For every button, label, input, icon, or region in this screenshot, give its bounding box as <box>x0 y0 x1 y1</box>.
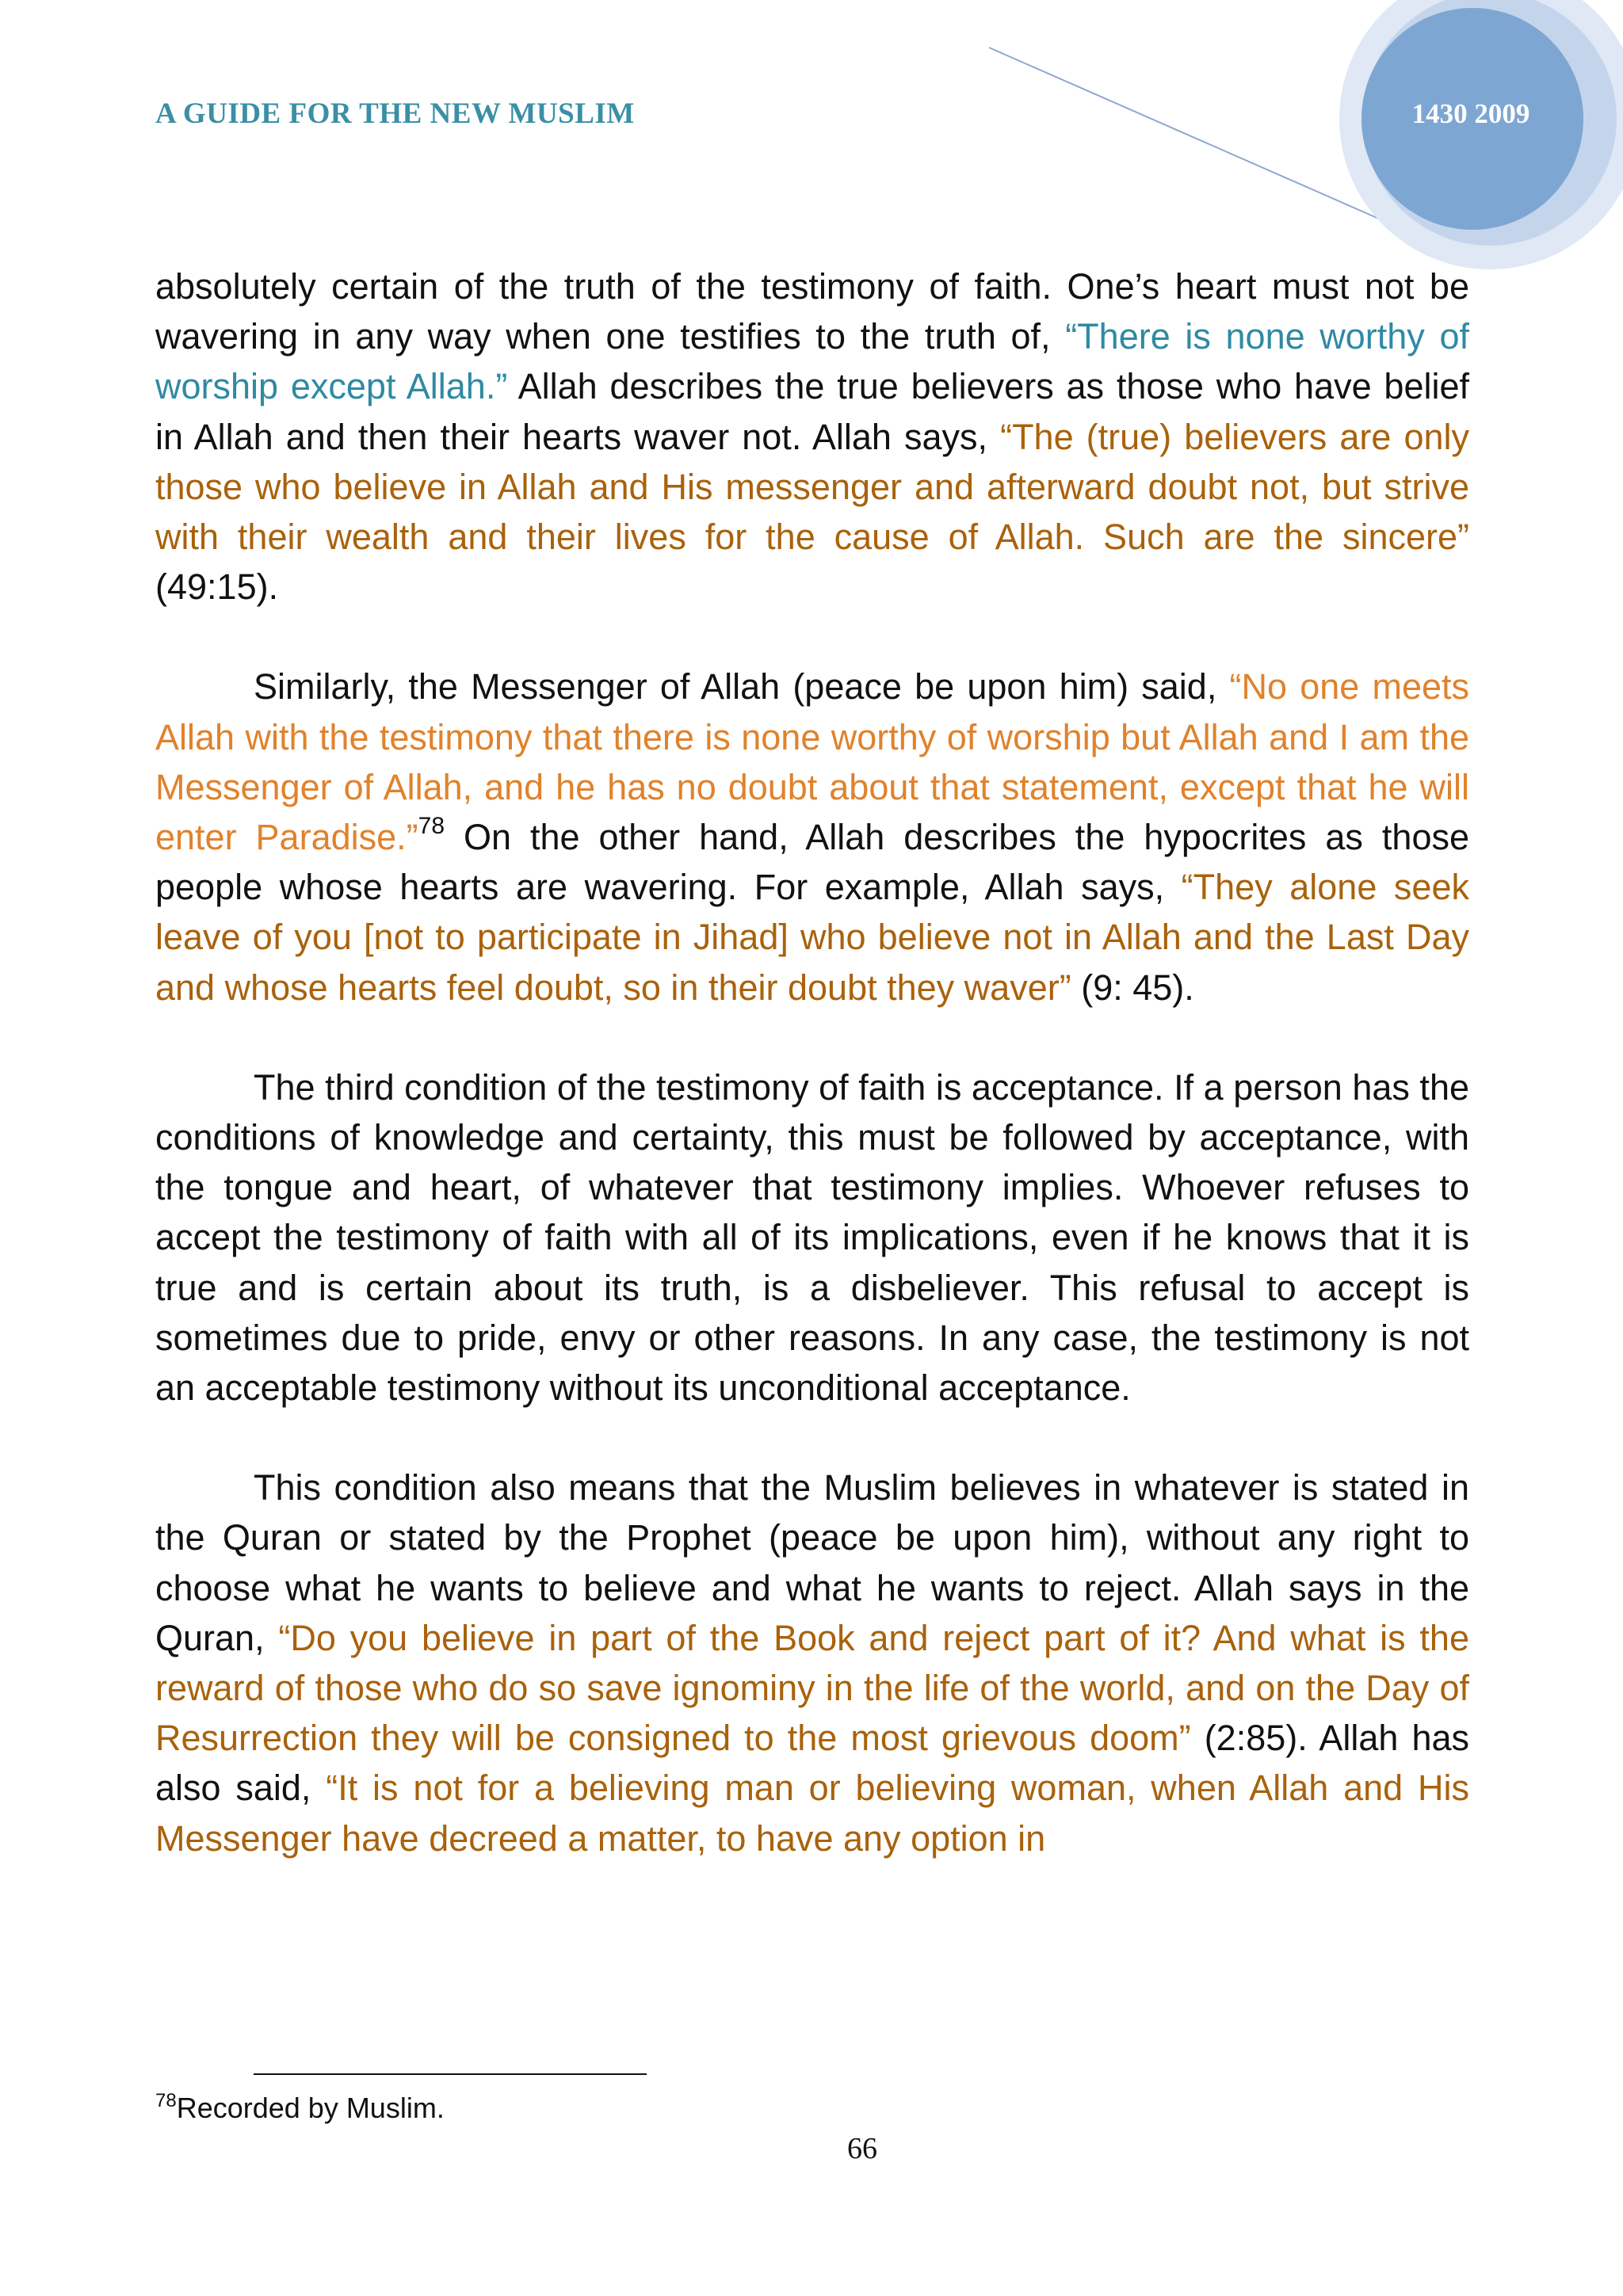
quote-text: “It is not for a believing man or believing woman, when Allah and His Messenger have decreed a matter, to have any option in <box>155 1768 1469 1859</box>
quote-text: “The (true) believers are only those who believe in Allah and His messenger and afterward doubt not, but strive with their wealth and their lives for the cause of Allah. Such are the sincere” <box>155 416 1469 558</box>
body-text-segment: (9: 45). <box>1071 967 1194 1008</box>
page-number: 66 <box>847 2132 877 2165</box>
quote-text: “Do you believe in part of the Book and reject part of it? And what is the reward of those who do so save ignominy in the life of the world, and on the Day of Resurrection they will be consigned to the most grievous doom” <box>155 1617 1469 1759</box>
body-text-segment: Allah describes the true believers as those who have belief in Allah and then their hearts waver not. Allah says, <box>155 366 1470 457</box>
footnote-divider <box>254 2073 647 2075</box>
corner-decoration <box>975 0 1623 285</box>
footnote-text: Recorded by Muslim. <box>176 2092 445 2124</box>
hadith-quote: “No one meets Allah with the testimony that there is none worthy of worship but Allah and I am the Messenger of Allah, and he has no doubt about that statement, except that he will enter Paradise.” <box>155 666 1470 858</box>
body-text-segment: absolutely certain of the truth of the testimony of faith. One’s heart must not be wavering in any way when one testifies to the truth of, <box>155 266 1469 357</box>
body-text <box>155 261 1469 1913</box>
body-text-segment: Similarly, the Messenger of Allah (peace be upon him) said, <box>254 666 1230 707</box>
header-year: 1430 2009 <box>1411 98 1530 129</box>
body-text-segment: The third condition of the testimony of faith is acceptance. If a person has the conditions of knowledge and certainty, this must be followed by acceptance, with the tongue and heart, of whatever that testimony implies. Whoever refuses to accept the testimony of faith with all of its implications, even if he knows that it is true and is certain about its truth, is a disbeliever. This refusal to accept is sometimes due to pride, envy or other reasons. In any case, the testimony is not an acceptable testimony without its unconditional acceptance. <box>155 1066 1469 1409</box>
paragraph <box>155 662 1469 1012</box>
header-title: A GUIDE FOR THE NEW MUSLIM <box>155 97 635 130</box>
body-text-segment: On the other hand, Allah describes the hypocrites as those people whose hearts are wavering. For example, Allah says, <box>155 817 1469 908</box>
body-text-segment: (49:15). <box>155 566 279 608</box>
quote-text: “They alone seek leave of you [not to participate in Jihad] who believe not in Allah and the Last Day and whose hearts feel doubt, so in their doubt they waver” <box>155 867 1469 1008</box>
quote-text: “There is none worthy of worship except Allah.” <box>155 316 1469 407</box>
footnote-reference: 78 <box>418 813 445 840</box>
body-text-segment: (2:85). Allah has also said, <box>155 1718 1470 1809</box>
body-text-segment: This condition also means that the Muslim believes in whatever is stated in the Quran or stated by the Prophet (peace be upon him), without any right to choose what he wants to believe and what he wants to reject. Allah says in the Quran, <box>155 1467 1469 1658</box>
footnote <box>155 2092 445 2125</box>
footnote-number: 78 <box>155 2090 177 2111</box>
paragraph <box>155 1463 1469 1863</box>
paragraph <box>155 1062 1469 1413</box>
paragraph <box>155 261 1469 612</box>
